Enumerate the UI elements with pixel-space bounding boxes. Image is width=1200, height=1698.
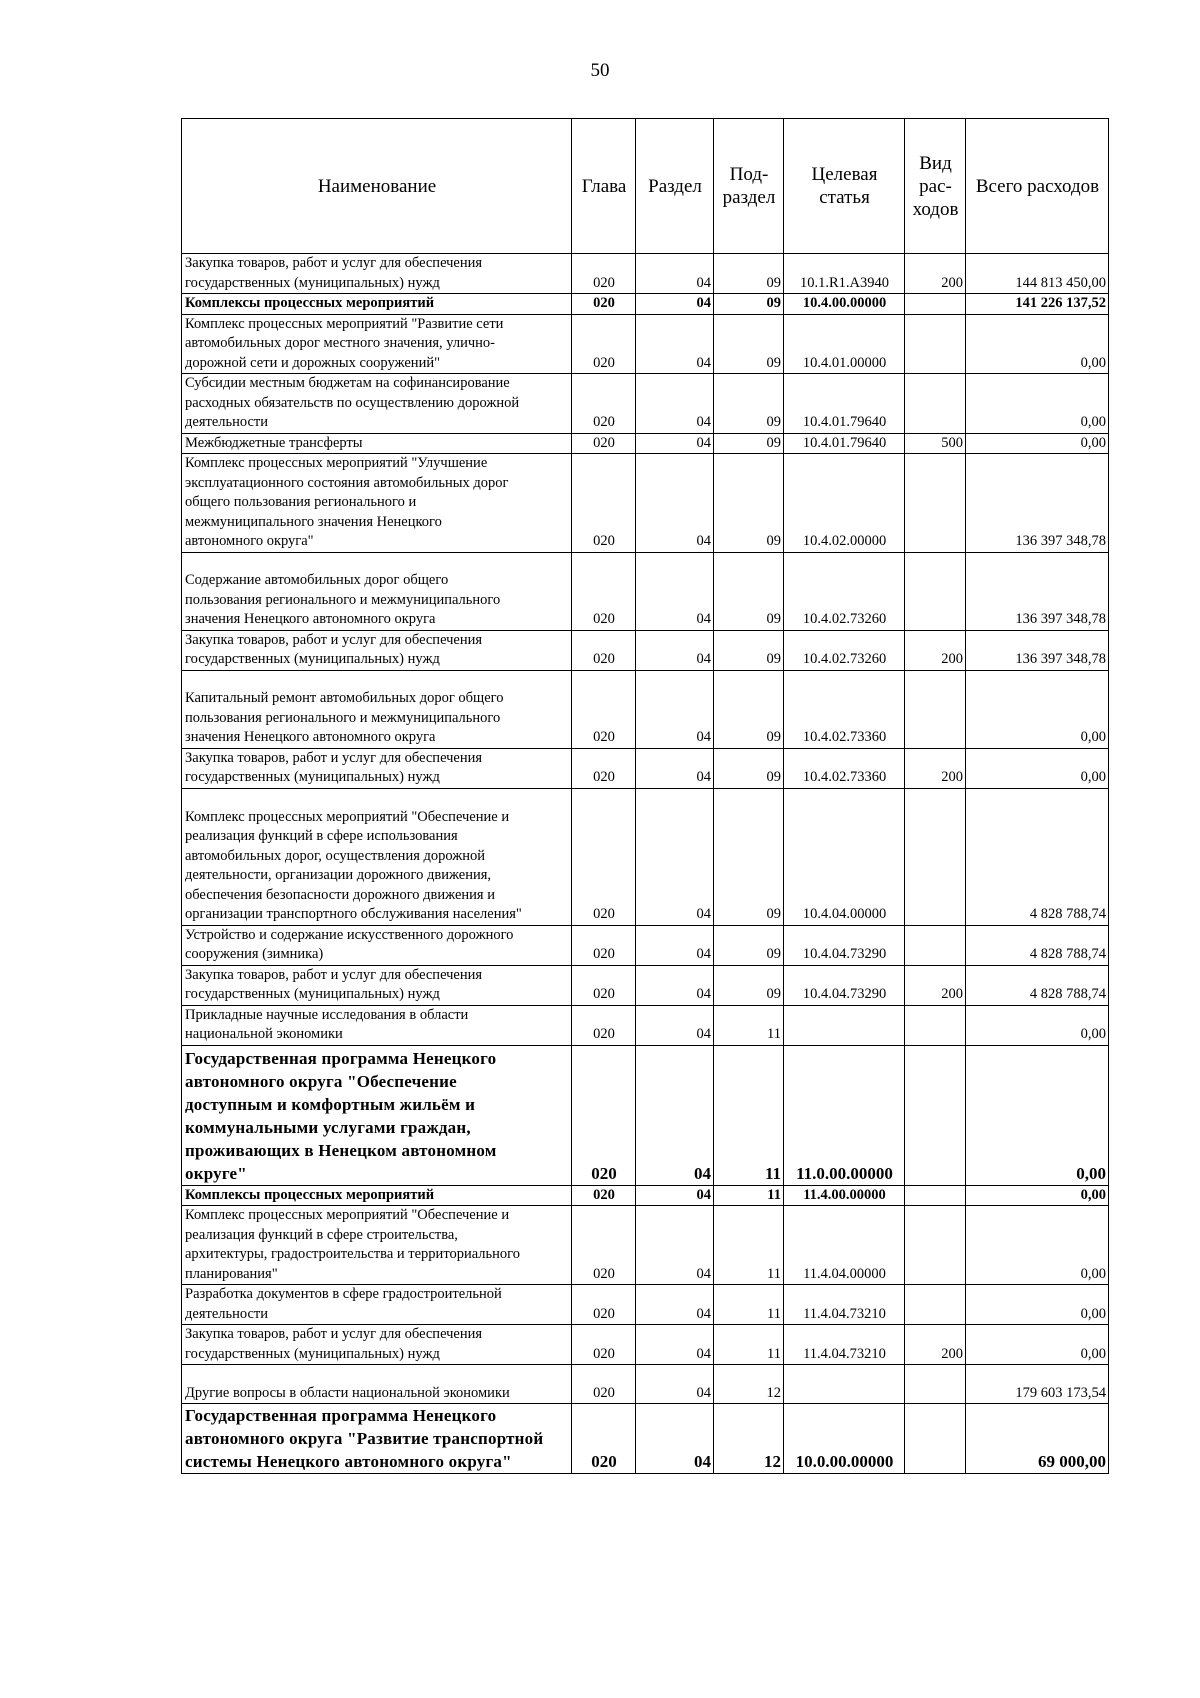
cell-chapter: 020 (572, 965, 636, 1005)
budget-table (181, 118, 1109, 1474)
cell-total: 0,00 (966, 1005, 1109, 1045)
cell-section: 04 (636, 454, 714, 553)
cell-chapter: 020 (572, 748, 636, 788)
cell-total: 136 397 348,78 (966, 552, 1109, 630)
cell-total: 136 397 348,78 (966, 454, 1109, 553)
cell-total: 0,00 (966, 1045, 1109, 1185)
cell-target: 10.4.04.00000 (784, 788, 905, 925)
cell-name: Устройство и содержание искусственного дорожного сооружения (зимника) (182, 925, 572, 965)
cell-subsection: 09 (714, 374, 784, 434)
cell-subsection: 09 (714, 254, 784, 294)
cell-section: 04 (636, 788, 714, 925)
table-row (182, 630, 1109, 670)
cell-subsection: 11 (714, 1206, 784, 1285)
cell-kind (905, 374, 966, 434)
table-row (182, 1206, 1109, 1285)
cell-kind: 200 (905, 748, 966, 788)
cell-name: Закупка товаров, работ и услуг для обеспечения государственных (муниципальных) нужд (182, 1325, 572, 1365)
header-kind: Вид рас- ходов (905, 119, 966, 254)
cell-chapter: 020 (572, 788, 636, 925)
cell-chapter: 020 (572, 1365, 636, 1404)
cell-total: 4 828 788,74 (966, 788, 1109, 925)
cell-target: 11.4.04.73210 (784, 1325, 905, 1365)
cell-target: 10.4.02.73360 (784, 670, 905, 748)
table-row (182, 552, 1109, 630)
cell-total: 144 813 450,00 (966, 254, 1109, 294)
cell-chapter: 020 (572, 374, 636, 434)
cell-chapter: 020 (572, 1185, 636, 1206)
cell-subsection: 12 (714, 1365, 784, 1404)
cell-subsection: 09 (714, 788, 784, 925)
cell-section: 04 (636, 433, 714, 454)
cell-chapter: 020 (572, 254, 636, 294)
cell-target: 10.4.02.73260 (784, 552, 905, 630)
cell-name: Межбюджетные трансферты (182, 433, 572, 454)
table-row (182, 965, 1109, 1005)
cell-target (784, 1365, 905, 1404)
cell-total: 179 603 173,54 (966, 1365, 1109, 1404)
cell-total: 0,00 (966, 748, 1109, 788)
cell-target: 10.4.04.73290 (784, 925, 905, 965)
cell-target (784, 1005, 905, 1045)
page-number: 50 (590, 60, 610, 81)
table-row (182, 433, 1109, 454)
cell-total: 69 000,00 (966, 1404, 1109, 1474)
table-row (182, 670, 1109, 748)
cell-kind (905, 454, 966, 553)
cell-section: 04 (636, 1206, 714, 1285)
cell-section: 04 (636, 1365, 714, 1404)
cell-target: 10.4.04.73290 (784, 965, 905, 1005)
cell-chapter: 020 (572, 552, 636, 630)
cell-section: 04 (636, 374, 714, 434)
cell-section: 04 (636, 1185, 714, 1206)
cell-section: 04 (636, 254, 714, 294)
cell-chapter: 020 (572, 1206, 636, 1285)
cell-chapter: 020 (572, 294, 636, 315)
cell-subsection: 09 (714, 433, 784, 454)
cell-target: 11.4.04.00000 (784, 1206, 905, 1285)
cell-chapter: 020 (572, 670, 636, 748)
header-total: Всего расходов (966, 119, 1109, 254)
header-target: Целевая статья (784, 119, 905, 254)
cell-kind (905, 1045, 966, 1185)
table-row (182, 1285, 1109, 1325)
cell-section: 04 (636, 748, 714, 788)
cell-name: Прикладные научные исследования в области национальной экономики (182, 1005, 572, 1045)
cell-name: Комплексы процессных мероприятий (182, 1185, 572, 1206)
cell-chapter: 020 (572, 1285, 636, 1325)
header-name: Наименование (182, 119, 572, 254)
cell-total: 141 226 137,52 (966, 294, 1109, 315)
cell-name: Комплекс процессных мероприятий "Обеспечение и реализация функций в сфере использования автомобильных дорог, осуществления дорожной деятельности, организации дорожного движения, обеспечения безопасности дорожного движения и организации транспортного обслуживания населения" (182, 788, 572, 925)
cell-subsection: 09 (714, 552, 784, 630)
cell-chapter: 020 (572, 1325, 636, 1365)
cell-section: 04 (636, 294, 714, 315)
cell-kind (905, 314, 966, 374)
cell-name: Государственная программа Ненецкого автономного округа "Развитие транспортной системы Ненецкого автономного округа" (182, 1404, 572, 1474)
table-row (182, 454, 1109, 553)
cell-chapter: 020 (572, 1404, 636, 1474)
table-row (182, 1325, 1109, 1365)
table-header-row (182, 119, 1109, 254)
cell-total: 0,00 (966, 1285, 1109, 1325)
cell-section: 04 (636, 314, 714, 374)
cell-subsection: 09 (714, 748, 784, 788)
cell-target: 10.4.01.79640 (784, 433, 905, 454)
cell-section: 04 (636, 1285, 714, 1325)
table-row (182, 1005, 1109, 1045)
cell-name: Содержание автомобильных дорог общего пользования регионального и межмуниципального значения Ненецкого автономного округа (182, 552, 572, 630)
header-section: Раздел (636, 119, 714, 254)
cell-section: 04 (636, 925, 714, 965)
table-row (182, 748, 1109, 788)
table-row (182, 1404, 1109, 1474)
cell-subsection: 09 (714, 294, 784, 315)
cell-name: Комплексы процессных мероприятий (182, 294, 572, 315)
table-row (182, 1045, 1109, 1185)
cell-name: Государственная программа Ненецкого автономного округа "Обеспечение доступным и комфортным жильём и коммунальными услугами граждан, проживающих в Ненецком автономном округе" (182, 1045, 572, 1185)
cell-target: 10.4.02.73260 (784, 630, 905, 670)
cell-subsection: 09 (714, 630, 784, 670)
cell-target: 11.0.00.00000 (784, 1045, 905, 1185)
cell-subsection: 12 (714, 1404, 784, 1474)
cell-target: 10.4.02.73360 (784, 748, 905, 788)
cell-kind (905, 294, 966, 315)
cell-name: Закупка товаров, работ и услуг для обеспечения государственных (муниципальных) нужд (182, 254, 572, 294)
cell-kind (905, 1185, 966, 1206)
table-row (182, 294, 1109, 315)
table-body (182, 254, 1109, 1474)
table-row (182, 314, 1109, 374)
table-row (182, 1185, 1109, 1206)
cell-target: 10.4.01.79640 (784, 374, 905, 434)
cell-subsection: 11 (714, 1005, 784, 1045)
cell-kind (905, 670, 966, 748)
cell-name: Комплекс процессных мероприятий "Улучшение эксплуатационного состояния автомобильных дорог общего пользования регионального и межмуниципального значения Ненецкого автономного округа" (182, 454, 572, 553)
cell-chapter: 020 (572, 1005, 636, 1045)
cell-subsection: 11 (714, 1285, 784, 1325)
cell-kind (905, 1206, 966, 1285)
table-row (182, 254, 1109, 294)
cell-total: 4 828 788,74 (966, 965, 1109, 1005)
table-row (182, 788, 1109, 925)
cell-kind (905, 1404, 966, 1474)
cell-target: 11.4.00.00000 (784, 1185, 905, 1206)
cell-section: 04 (636, 965, 714, 1005)
cell-name: Другие вопросы в области национальной экономики (182, 1365, 572, 1404)
cell-kind (905, 552, 966, 630)
cell-kind: 500 (905, 433, 966, 454)
table-row (182, 1365, 1109, 1404)
cell-subsection: 11 (714, 1045, 784, 1185)
cell-chapter: 020 (572, 630, 636, 670)
cell-name: Разработка документов в сфере градостроительной деятельности (182, 1285, 572, 1325)
cell-target: 10.4.01.00000 (784, 314, 905, 374)
cell-total: 0,00 (966, 314, 1109, 374)
cell-subsection: 11 (714, 1325, 784, 1365)
cell-kind: 200 (905, 254, 966, 294)
cell-total: 0,00 (966, 1185, 1109, 1206)
cell-total: 0,00 (966, 670, 1109, 748)
cell-total: 136 397 348,78 (966, 630, 1109, 670)
cell-section: 04 (636, 1325, 714, 1365)
cell-kind: 200 (905, 630, 966, 670)
cell-chapter: 020 (572, 925, 636, 965)
cell-total: 0,00 (966, 1206, 1109, 1285)
cell-target: 10.1.R1.А3940 (784, 254, 905, 294)
cell-kind (905, 1005, 966, 1045)
header-chapter: Глава (572, 119, 636, 254)
cell-name: Капитальный ремонт автомобильных дорог общего пользования регионального и межмуниципального значения Ненецкого автономного округа (182, 670, 572, 748)
cell-name: Комплекс процессных мероприятий "Развитие сети автомобильных дорог местного значения, улично- дорожной сети и дорожных сооружений" (182, 314, 572, 374)
cell-kind (905, 788, 966, 925)
table-row (182, 925, 1109, 965)
cell-name: Комплекс процессных мероприятий "Обеспечение и реализация функций в сфере строительства, архитектуры, градостроительства и территориального планирования" (182, 1206, 572, 1285)
cell-kind: 200 (905, 965, 966, 1005)
cell-target: 10.4.02.00000 (784, 454, 905, 553)
cell-target: 10.4.00.00000 (784, 294, 905, 315)
cell-target: 11.4.04.73210 (784, 1285, 905, 1325)
cell-name: Закупка товаров, работ и услуг для обеспечения государственных (муниципальных) нужд (182, 965, 572, 1005)
cell-total: 0,00 (966, 1325, 1109, 1365)
cell-section: 04 (636, 1045, 714, 1185)
cell-section: 04 (636, 630, 714, 670)
cell-chapter: 020 (572, 1045, 636, 1185)
cell-kind: 200 (905, 1325, 966, 1365)
cell-total: 4 828 788,74 (966, 925, 1109, 965)
cell-subsection: 09 (714, 925, 784, 965)
cell-section: 04 (636, 1404, 714, 1474)
cell-name: Закупка товаров, работ и услуг для обеспечения государственных (муниципальных) нужд (182, 748, 572, 788)
cell-section: 04 (636, 1005, 714, 1045)
cell-chapter: 020 (572, 454, 636, 553)
cell-subsection: 09 (714, 670, 784, 748)
cell-total: 0,00 (966, 433, 1109, 454)
cell-subsection: 09 (714, 454, 784, 553)
cell-chapter: 020 (572, 314, 636, 374)
cell-target: 10.0.00.00000 (784, 1404, 905, 1474)
header-subsection: Под- раздел (714, 119, 784, 254)
cell-total: 0,00 (966, 374, 1109, 434)
cell-kind (905, 1285, 966, 1325)
cell-subsection: 11 (714, 1185, 784, 1206)
cell-name: Закупка товаров, работ и услуг для обеспечения государственных (муниципальных) нужд (182, 630, 572, 670)
cell-subsection: 09 (714, 314, 784, 374)
cell-chapter: 020 (572, 433, 636, 454)
cell-kind (905, 1365, 966, 1404)
cell-section: 04 (636, 670, 714, 748)
cell-section: 04 (636, 552, 714, 630)
cell-kind (905, 925, 966, 965)
table-row (182, 374, 1109, 434)
cell-name: Субсидии местным бюджетам на софинансирование расходных обязательств по осуществлению дорожной деятельности (182, 374, 572, 434)
cell-subsection: 09 (714, 965, 784, 1005)
